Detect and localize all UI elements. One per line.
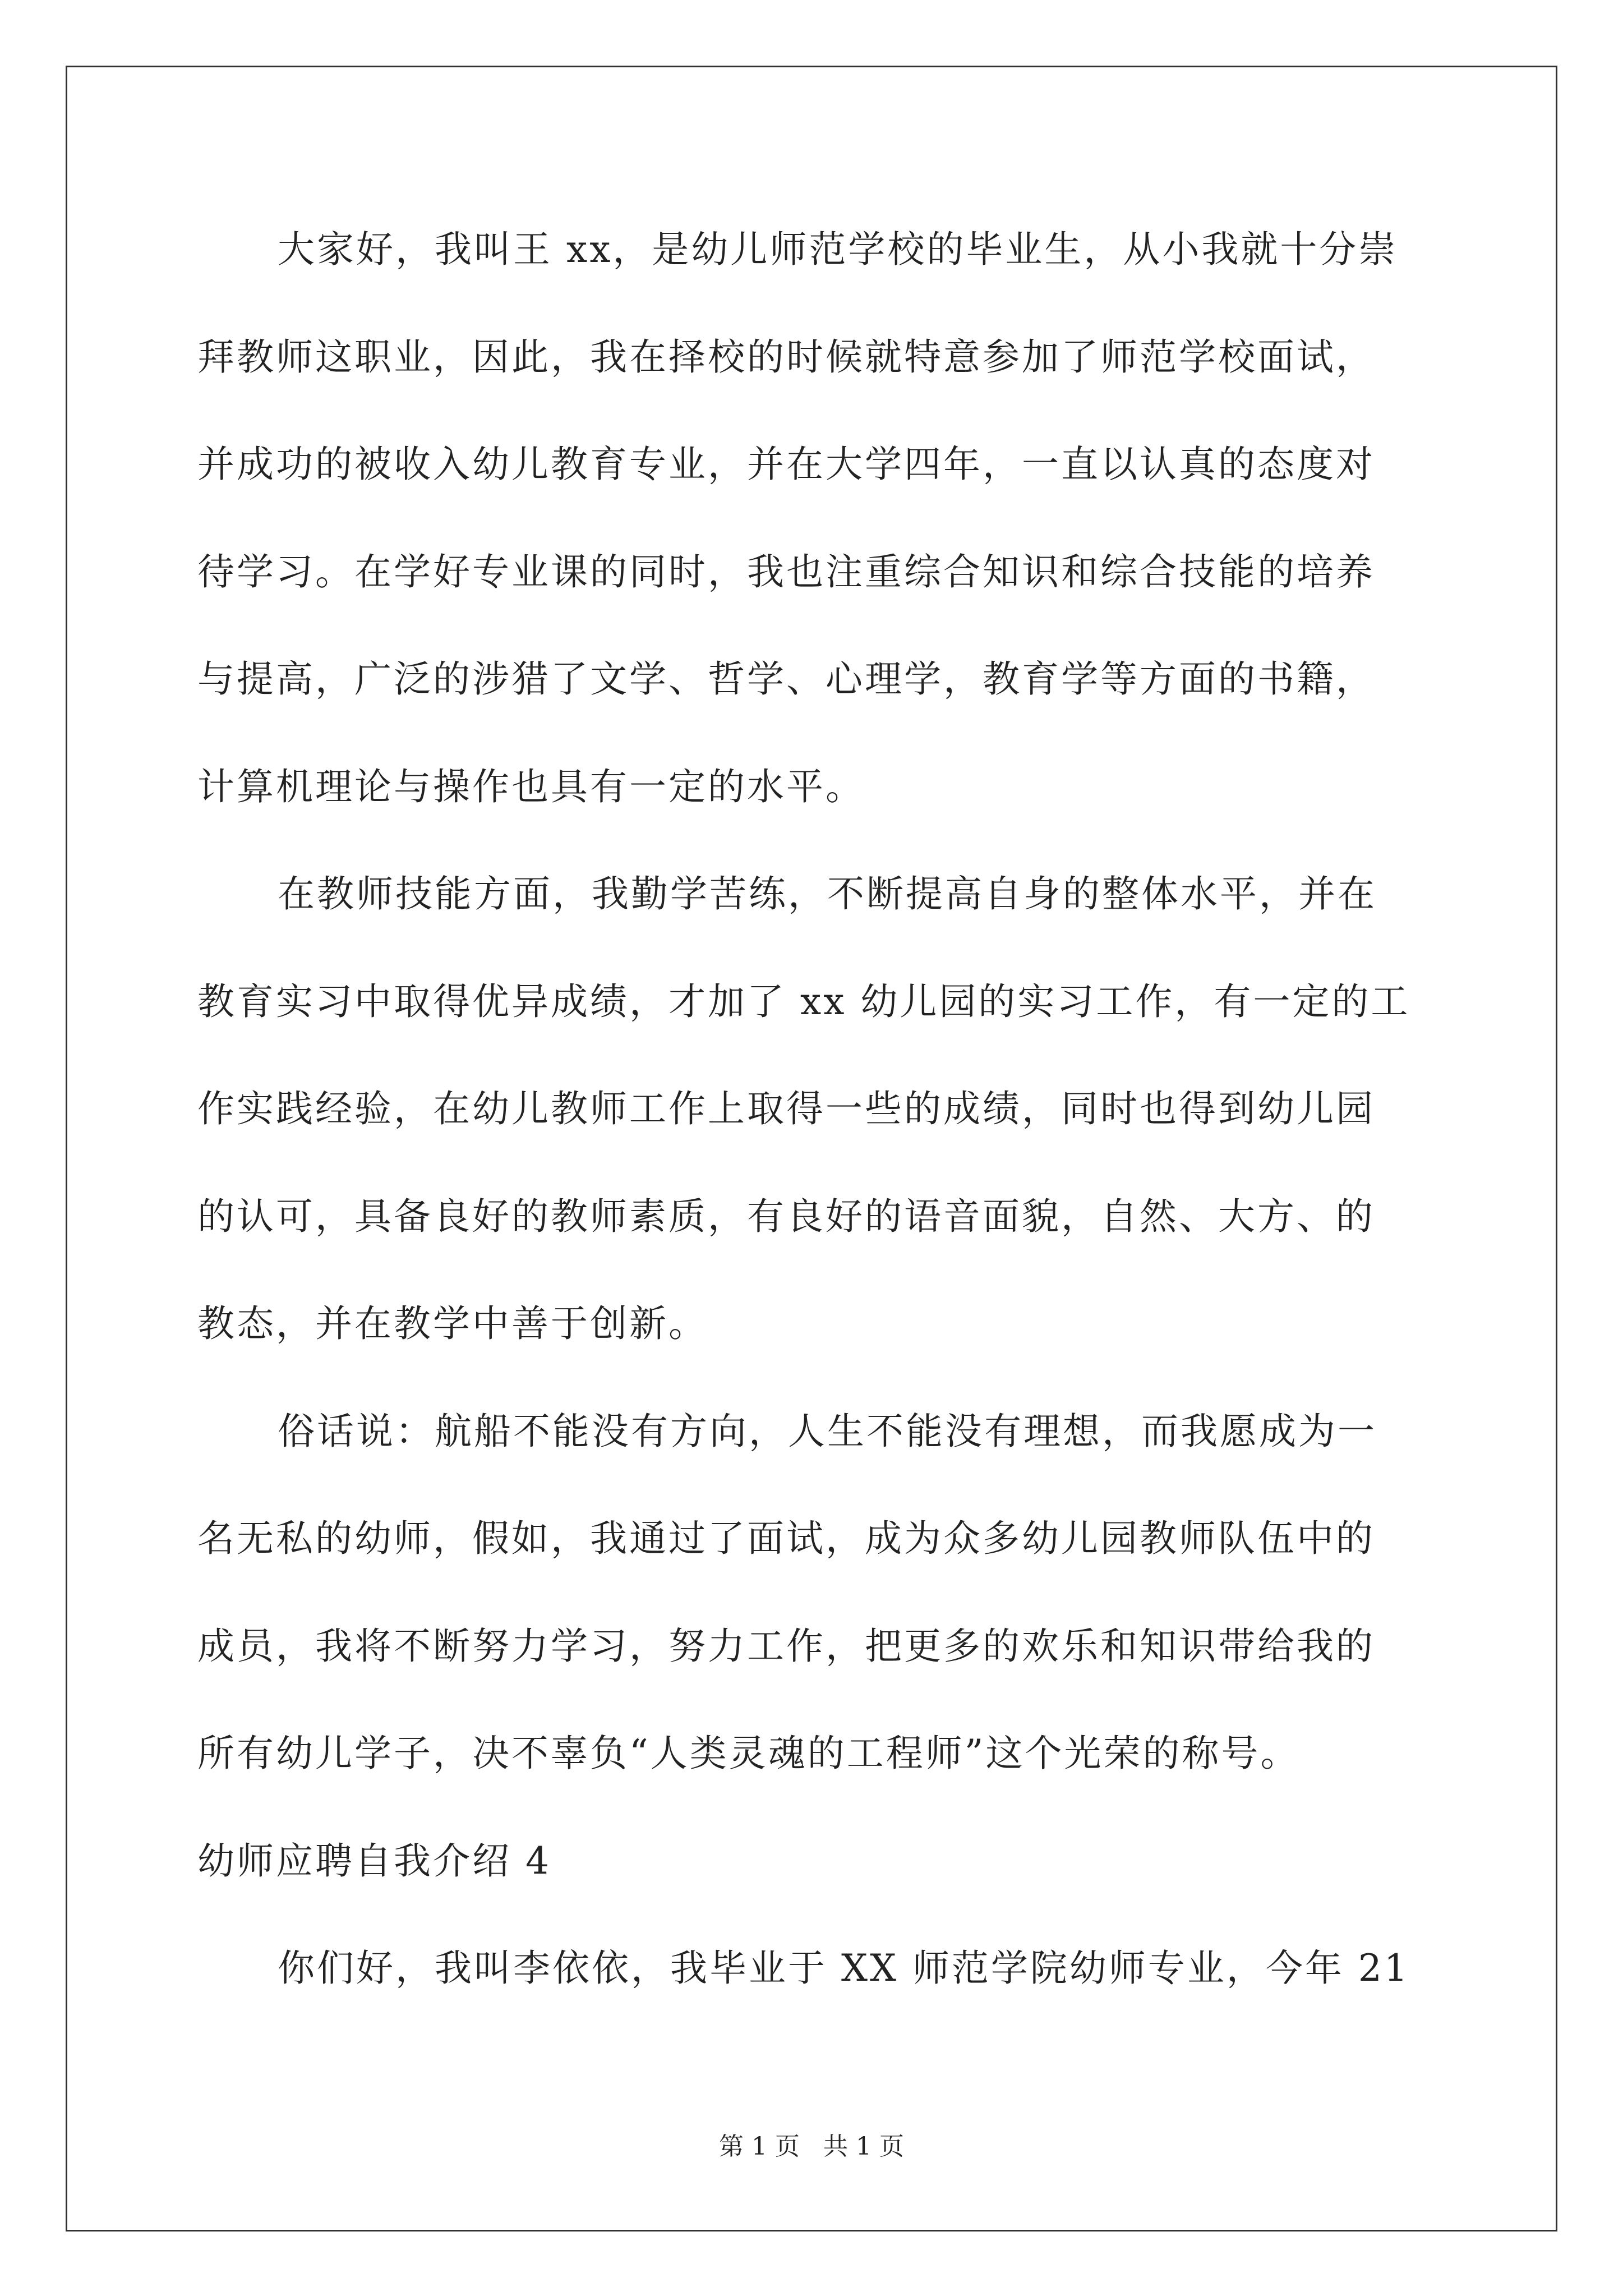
document-body <box>197 216 1426 2042</box>
text-line: 待学习。在学好专业课的同时，我也注重综合知识和综合技能的培养 <box>197 550 1375 593</box>
text-line: 名无私的幼师，假如，我通过了面试，成为众多幼儿园教师队伍中的 <box>197 1517 1375 1560</box>
text-line: 所有幼儿学子，决不辜负“人类灵魂的工程师”这个光荣的称号。 <box>197 1732 1300 1775</box>
text-line: 作实践经验，在幼儿教师工作上取得一些的成绩，同时也得到幼儿园 <box>197 1087 1375 1130</box>
page-footer: 第 1 页 共 1 页 <box>719 2132 904 2161</box>
text-line: 教态，并在教学中善于创新。 <box>197 1302 708 1345</box>
text-line: 并成功的被收入幼儿教育专业，并在大学四年，一直以认真的态度对 <box>197 443 1375 486</box>
text-line: 在教师技能方面，我勤学苦练，不断提高自身的整体水平，并在 <box>278 872 1377 915</box>
text-line: 教育实习中取得优异成绩，才加了 xx 幼儿园的实习工作，有一定的工 <box>197 979 1410 1023</box>
text-line: 俗话说：航船不能没有方向，人生不能没有理想，而我愿成为一 <box>278 1409 1377 1453</box>
text-line: 的认可，具备良好的教师素质，有良好的语音面貌，自然、大方、的 <box>197 1194 1375 1238</box>
text-line: 拜教师这职业，因此，我在择校的时候就特意参加了师范学校面试， <box>197 335 1375 379</box>
text-line: 计算机理论与操作也具有一定的水平。 <box>197 765 865 808</box>
text-line: 成员，我将不断努力学习，努力工作，把更多的欢乐和知识带给我的 <box>197 1624 1375 1668</box>
section-heading: 幼师应聘自我介绍 4 <box>197 1839 551 1883</box>
text-line: 你们好，我叫李依依，我毕业于 XX 师范学院幼师专业，今年 21 <box>278 1947 1410 1990</box>
text-line: 大家好，我叫王 xx，是幼儿师范学校的毕业生，从小我就十分崇 <box>278 228 1398 271</box>
text-line: 与提高，广泛的涉猎了文学、哲学、心理学，教育学等方面的书籍， <box>197 657 1375 701</box>
